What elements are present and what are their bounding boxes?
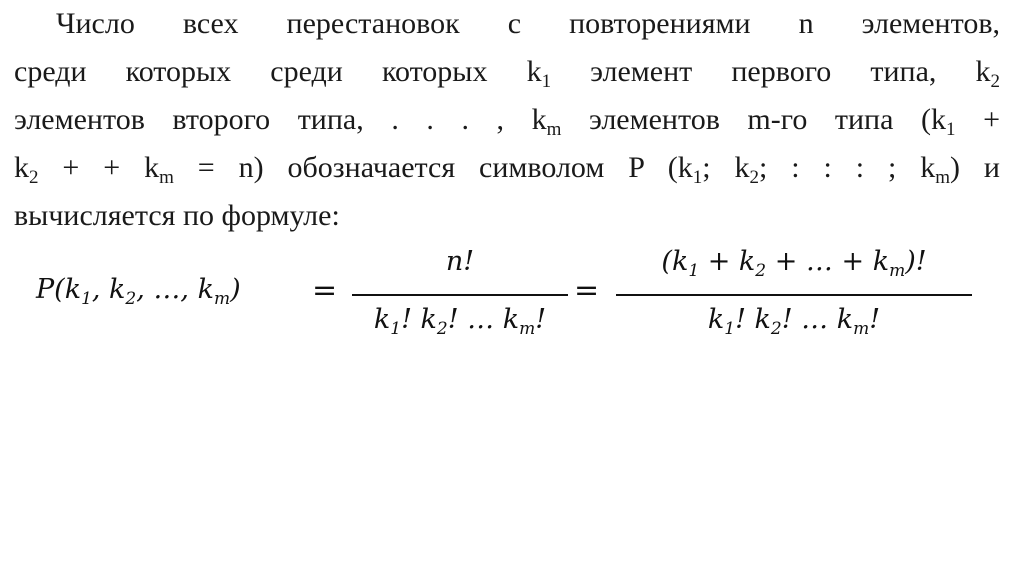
subscript: 1 — [688, 261, 700, 281]
subscript: 2 — [770, 319, 782, 339]
subscript: 1 — [541, 71, 552, 92]
subscript: 2 — [990, 71, 1000, 92]
permutation-formula — [36, 246, 986, 356]
definition-paragraph — [14, 0, 1000, 240]
equals-sign-1: = — [312, 273, 338, 308]
subscript: 2 — [755, 261, 767, 281]
line-4-text-a: k — [14, 151, 29, 184]
subscript: 1 — [390, 319, 402, 339]
line-4-text-f: ) и — [950, 151, 1000, 184]
line-4-text-c: = n) обозначается символом P (k — [173, 151, 693, 184]
line-3-text-a: элементов второго типа, . . . , k — [14, 103, 547, 136]
fraction-2-bar — [616, 294, 972, 296]
denominator-text-c: ! … k — [781, 304, 854, 335]
paragraph-line-2 — [14, 48, 1000, 96]
subscript: 2 — [436, 319, 448, 339]
line-2-text-a: среди которых среди которых k — [14, 55, 542, 88]
numerator-text-d: )! — [905, 246, 927, 277]
lhs-mid-2: , …, k — [136, 274, 214, 305]
subscript: m — [546, 119, 562, 140]
equals-sign-2: = — [574, 273, 600, 308]
subscript: 2 — [749, 167, 759, 188]
paragraph-line-5 — [14, 192, 1000, 240]
line-2-text-b: элемент первого типа, k — [551, 55, 991, 88]
denominator-text-d: ! — [869, 304, 881, 335]
subscript: 1 — [81, 289, 92, 309]
subscript: m — [889, 261, 906, 281]
denominator-text-d: ! — [535, 304, 547, 335]
fraction-2-numerator — [616, 246, 972, 281]
fraction-1 — [352, 246, 568, 346]
line-4-text-d: ; k — [702, 151, 750, 184]
fraction-1-numerator — [352, 246, 568, 277]
subscript: 2 — [125, 289, 137, 309]
formula-lhs — [36, 274, 241, 309]
subscript: 1 — [724, 319, 736, 339]
subscript: 1 — [946, 119, 956, 140]
subscript: m — [159, 167, 174, 188]
fraction-1-denominator — [352, 304, 568, 339]
numerator-text-b: + k — [699, 246, 756, 277]
denominator-text-c: ! … k — [447, 304, 520, 335]
line-1-text: Число всех перестановок с повторениями n элементов, — [56, 7, 1000, 40]
subscript: 2 — [29, 167, 39, 188]
paragraph-line-3 — [14, 96, 1000, 144]
subscript: 1 — [692, 167, 703, 188]
line-5-text: вычисляется по формуле: — [14, 199, 340, 232]
line-3-text-c: + — [955, 103, 1000, 136]
lhs-prefix: P(k — [36, 274, 82, 305]
line-4-text-e: ; : : : ; k — [758, 151, 936, 184]
lhs-mid-1: , k — [91, 274, 126, 305]
numerator-text: n! — [445, 246, 475, 277]
denominator-text-b: ! k — [401, 304, 437, 335]
line-4-text-b: + + k — [38, 151, 160, 184]
fraction-2-denominator — [616, 304, 972, 339]
fraction-2 — [616, 246, 972, 346]
paragraph-line-1 — [14, 0, 1000, 48]
denominator-text-a: k — [707, 304, 725, 335]
numerator-text-c: + … + k — [766, 246, 890, 277]
denominator-text-b: ! k — [735, 304, 771, 335]
denominator-text-a: k — [373, 304, 391, 335]
subscript: m — [213, 289, 231, 309]
numerator-text-a: (k — [661, 246, 689, 277]
fraction-1-bar — [352, 294, 568, 296]
subscript: m — [519, 319, 536, 339]
subscript: m — [853, 319, 870, 339]
lhs-suffix: ) — [230, 274, 241, 305]
line-3-text-b: элементов m-го типа (k — [561, 103, 946, 136]
subscript: m — [935, 167, 951, 188]
paragraph-line-4 — [14, 144, 1000, 192]
